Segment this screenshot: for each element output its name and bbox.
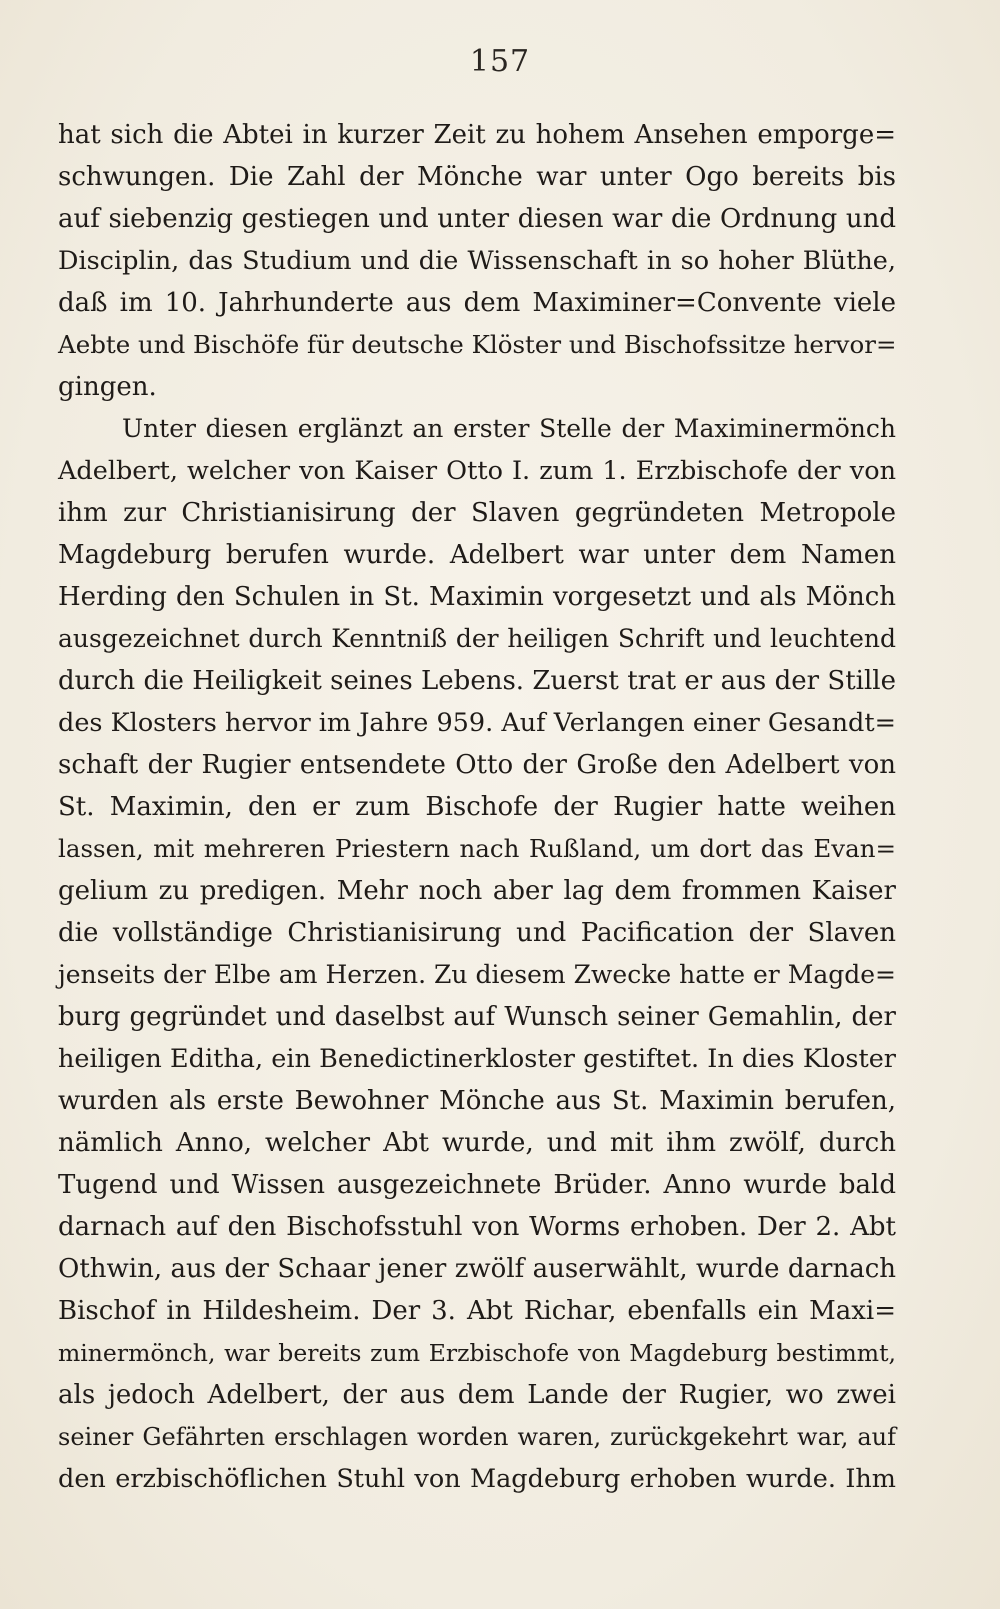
body-text [58,114,896,1500]
text-line: gelium zu predigen. Mehr noch aber lag dem frommen Kaiser [58,876,896,906]
text-line: Herding den Schulen in St. Maximin vorgesetzt und als Mönch [58,582,896,612]
text-line: seiner Gefährten erschlagen worden waren, zurückgekehrt war, auf [58,1423,896,1451]
text-line: gingen. [58,372,157,402]
text-line: Bischof in Hildesheim. Der 3. Abt Richar, ebenfalls ein Maxi= [58,1296,896,1326]
text-line: ihm zur Christianisirung der Slaven gegründeten Metropole [58,498,896,528]
text-line: Disciplin, das Studium und die Wissenschaft in so hoher Blüthe, [58,246,896,276]
text-line: St. Maximin, den er zum Bischofe der Rugier hatte weihen [58,792,896,822]
text-line: wurden als erste Bewohner Mönche aus St. Maximin berufen, [58,1086,896,1116]
text-line: heiligen Editha, ein Benedictinerkloster gestiftet. In dies Kloster [58,1044,896,1074]
text-line: den erzbischöflichen Stuhl von Magdeburg erhoben wurde. Ihm [58,1464,896,1494]
text-line: burg gegründet und daselbst auf Wunsch seiner Gemahlin, der [58,1002,896,1032]
text-line: minermönch, war bereits zum Erzbischofe von Magdeburg bestimmt, [58,1339,896,1367]
text-line: Unter diesen erglänzt an erster Stelle der Maximinermönch [122,414,896,443]
page-number: 157 [469,44,531,79]
text-line: ausgezeichnet durch Kenntniß der heiligen Schrift und leuchtend [58,624,896,653]
text-line: Aebte und Bischöfe für deutsche Klöster und Bischofssitze hervor= [58,330,897,359]
text-line: daß im 10. Jahrhunderte aus dem Maximiner=Convente viele [58,288,896,318]
text-line: die vollständige Christianisirung und Pacification der Slaven [58,918,896,948]
text-line: schwungen. Die Zahl der Mönche war unter Ogo bereits bis [58,162,896,192]
text-line: auf siebenzig gestiegen und unter diesen war die Ordnung und [58,204,896,234]
text-line: Othwin, aus der Schaar jener zwölf auserwählt, wurde darnach [58,1254,896,1284]
text-line: Tugend und Wissen ausgezeichnete Brüder. Anno wurde bald [58,1170,896,1200]
text-line: lassen, mit mehreren Priestern nach Rußland, um dort das Evan= [58,834,896,863]
text-line: nämlich Anno, welcher Abt wurde, und mit ihm zwölf, durch [58,1128,896,1158]
text-line: des Klosters hervor im Jahre 959. Auf Verlangen einer Gesandt= [58,708,896,738]
text-line: Magdeburg berufen wurde. Adelbert war unter dem Namen [58,540,896,570]
text-line: jenseits der Elbe am Herzen. Zu diesem Zwecke hatte er Magde= [58,960,896,989]
text-line: hat sich die Abtei in kurzer Zeit zu hohem Ansehen emporge= [58,120,896,150]
text-line: darnach auf den Bischofsstuhl von Worms erhoben. Der 2. Abt [58,1212,896,1242]
text-line: schaft der Rugier entsendete Otto der Große den Adelbert von [58,750,896,780]
text-line: als jedoch Adelbert, der aus dem Lande der Rugier, wo zwei [58,1380,896,1410]
text-line: Adelbert, welcher von Kaiser Otto I. zum 1. Erzbischofe der von [58,456,896,486]
text-line: durch die Heiligkeit seines Lebens. Zuerst trat er aus der Stille [58,666,896,696]
